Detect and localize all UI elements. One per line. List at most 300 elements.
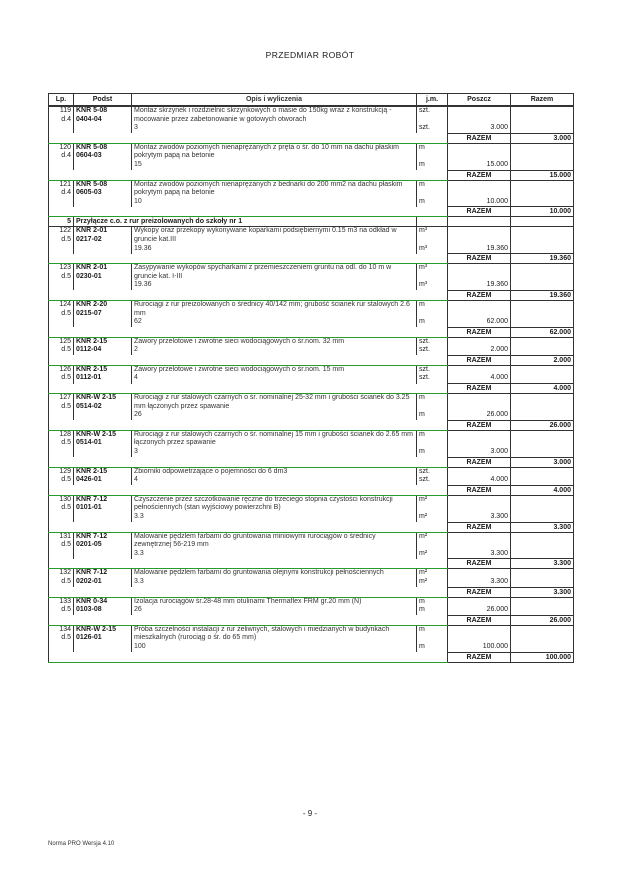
item-basis xyxy=(74,143,132,170)
item-description: Montaż skrzynek i rozdzielnic skrzynkowych o masie do 150kg wraz z konstrukcją - mocowanie przez zabetonowanie w gotowych otworach xyxy=(132,106,417,124)
item-calculation: 19.36 xyxy=(132,245,417,254)
item-basis xyxy=(74,495,132,522)
item-unit: m xyxy=(417,300,448,318)
razem-value: 3.300 xyxy=(511,559,574,569)
basis-catalog: KNR 5-08 xyxy=(76,107,108,114)
item-description: Zasypywanie wykopów spycharkami z przemieszczeniem gruntu na odl. do 10 m w gruncie kat. I-III xyxy=(132,264,417,282)
item-basis xyxy=(74,365,132,383)
item-unit: szt. xyxy=(417,365,448,374)
razem-spacer xyxy=(49,652,448,662)
razem-label: RAZEM xyxy=(448,485,511,495)
razem-spacer xyxy=(49,254,448,264)
table-row xyxy=(49,569,574,578)
item-description: Montaż zwodów poziomych nienaprężanych z bednarki do 200 mm2 na dachu płaskim pokrytym papą na betonie xyxy=(132,180,417,198)
item-lp xyxy=(49,106,74,133)
item-basis xyxy=(74,264,132,291)
basis-table: 0514-02 xyxy=(76,402,102,410)
calculation-unit: szt. xyxy=(417,374,448,383)
calculation-unit: m xyxy=(417,448,448,457)
razem-row xyxy=(49,384,574,394)
item-description: Malowanie pędzlem farbami do gruntowania olejnymi konstrukcji pełnościennych xyxy=(132,569,417,578)
calculation-unit: m² xyxy=(417,550,448,559)
item-calculation: 3.3 xyxy=(132,513,417,522)
item-blank-poszcz xyxy=(448,495,511,513)
item-description: Zawory przelotowe i zwrotne sieci wodociągowych o śr.nom. 32 mm xyxy=(132,337,417,346)
razem-value: 2.000 xyxy=(511,355,574,365)
table-row xyxy=(49,597,574,606)
razem-spacer xyxy=(49,355,448,365)
item-blank-razem xyxy=(511,394,574,412)
razem-spacer xyxy=(49,133,448,143)
item-basis xyxy=(74,106,132,133)
basis-catalog: KNR-W 2-15 xyxy=(76,394,117,402)
item-lp xyxy=(49,365,74,383)
item-unit: m xyxy=(417,394,448,412)
item-basis xyxy=(74,430,132,457)
item-lp xyxy=(49,264,74,291)
item-basis xyxy=(74,300,132,327)
item-basis xyxy=(74,532,132,559)
calculation-blank xyxy=(511,476,574,485)
razem-value: 26.000 xyxy=(511,615,574,625)
calculation-unit: m xyxy=(417,161,448,170)
calculation-blank xyxy=(511,513,574,522)
item-unit: m xyxy=(417,143,448,161)
calculation-blank xyxy=(511,318,574,327)
item-blank-poszcz xyxy=(448,300,511,318)
razem-label: RAZEM xyxy=(448,384,511,394)
item-division: d.5 xyxy=(61,346,71,354)
item-basis xyxy=(74,394,132,421)
razem-label: RAZEM xyxy=(448,290,511,300)
item-blank-razem xyxy=(511,569,574,578)
basis-table: 0426-01 xyxy=(76,476,102,484)
table-row xyxy=(49,143,574,161)
calculation-value: 3.300 xyxy=(448,550,511,559)
basis-table: 0215-07 xyxy=(76,309,102,317)
basis-table: 0404-04 xyxy=(76,115,102,123)
item-number: 126 xyxy=(59,365,71,373)
footer-software-version: Norma PRO Wersja 4.10 xyxy=(48,841,115,847)
basis-catalog: KNR-W 2-15 xyxy=(76,625,117,633)
item-calculation: 3.3 xyxy=(132,578,417,587)
razem-spacer xyxy=(49,420,448,430)
basis-table: 0217-02 xyxy=(76,235,102,243)
item-number: 127 xyxy=(59,394,71,402)
razem-label: RAZEM xyxy=(448,170,511,180)
razem-label: RAZEM xyxy=(448,522,511,532)
item-division: d.5 xyxy=(61,606,71,614)
item-lp xyxy=(49,495,74,522)
table-row xyxy=(49,365,574,374)
razem-value: 3.000 xyxy=(511,133,574,143)
item-description: Próba szczelności instalacji z rur żeliwnych, stalowych i miedzianych w budynkach mieszkalnych (rurociąg o śr. do 65 mm) xyxy=(132,625,417,643)
razem-spacer xyxy=(49,384,448,394)
item-unit: szt. xyxy=(417,467,448,476)
calculation-blank xyxy=(511,606,574,615)
calculation-blank xyxy=(511,448,574,457)
item-blank-razem xyxy=(511,365,574,374)
item-blank-poszcz xyxy=(448,264,511,282)
calculation-unit: m² xyxy=(417,513,448,522)
item-calculation: 3 xyxy=(132,448,417,457)
razem-spacer xyxy=(49,207,448,217)
item-division: d.5 xyxy=(61,634,71,642)
calculation-value: 2.000 xyxy=(448,346,511,355)
basis-table: 0101-01 xyxy=(76,504,102,512)
item-division: d.5 xyxy=(61,541,71,549)
section-row xyxy=(49,217,574,227)
item-lp xyxy=(49,430,74,457)
item-division: d.4 xyxy=(61,189,71,197)
razem-label: RAZEM xyxy=(448,652,511,662)
item-lp xyxy=(49,300,74,327)
item-unit: m² xyxy=(417,569,448,578)
calculation-unit: szt. xyxy=(417,346,448,355)
item-description: Wykopy oraz przekopy wykonywane koparkami podsiębiernymi 0.15 m3 na odkład w gruncie kat.III xyxy=(132,227,417,245)
calculation-unit: szt. xyxy=(417,476,448,485)
razem-row xyxy=(49,327,574,337)
razem-value: 100.000 xyxy=(511,652,574,662)
calculation-value: 15.000 xyxy=(448,161,511,170)
razem-row xyxy=(49,615,574,625)
calculation-value: 3.300 xyxy=(448,578,511,587)
item-lp xyxy=(49,337,74,355)
item-lp xyxy=(49,597,74,615)
razem-label: RAZEM xyxy=(448,327,511,337)
item-division: d.5 xyxy=(61,504,71,512)
table-row xyxy=(49,495,574,513)
calculation-blank xyxy=(511,643,574,652)
item-lp xyxy=(49,467,74,485)
basis-table: 0604-03 xyxy=(76,152,102,160)
item-blank-poszcz xyxy=(448,569,511,578)
basis-catalog: KNR 7-12 xyxy=(76,532,108,540)
item-unit: szt. xyxy=(417,106,448,124)
razem-spacer xyxy=(49,290,448,300)
item-calculation: 26 xyxy=(132,411,417,420)
razem-value: 3.300 xyxy=(511,522,574,532)
item-calculation: 62 xyxy=(132,318,417,327)
item-division: d.5 xyxy=(61,476,71,484)
calculation-unit: m² xyxy=(417,578,448,587)
razem-value: 4.000 xyxy=(511,485,574,495)
razem-label: RAZEM xyxy=(448,207,511,217)
item-unit: m xyxy=(417,597,448,606)
razem-row xyxy=(49,207,574,217)
calculation-value: 3.300 xyxy=(448,513,511,522)
item-calculation: 4 xyxy=(132,374,417,383)
item-blank-poszcz xyxy=(448,180,511,198)
cost-estimate-table xyxy=(48,93,574,663)
item-basis xyxy=(74,569,132,587)
item-number: 131 xyxy=(59,532,71,540)
item-number: 134 xyxy=(59,625,71,633)
calculation-value: 10.000 xyxy=(448,198,511,207)
item-unit: m³ xyxy=(417,227,448,245)
item-unit: m xyxy=(417,180,448,198)
table-header-row xyxy=(49,94,574,107)
basis-table: 0230-01 xyxy=(76,272,102,280)
item-description: Zawory przelotowe i zwrotne sieci wodociągowych o śr.nom. 15 mm xyxy=(132,365,417,374)
item-lp xyxy=(49,143,74,170)
item-blank-poszcz xyxy=(448,532,511,550)
item-division: d.5 xyxy=(61,235,71,243)
item-blank-razem xyxy=(511,227,574,245)
basis-catalog: KNR 2-01 xyxy=(76,227,108,235)
basis-table: 0202-01 xyxy=(76,577,102,585)
item-blank-razem xyxy=(511,337,574,346)
basis-catalog: KNR 5-08 xyxy=(76,180,108,188)
basis-table: 0605-03 xyxy=(76,189,102,197)
header-jm: j.m. xyxy=(417,94,448,107)
calculation-blank xyxy=(511,281,574,290)
basis-table: 0201-05 xyxy=(76,541,102,549)
item-number: 130 xyxy=(59,495,71,503)
header-lp: Lp. xyxy=(49,94,74,107)
item-number: 129 xyxy=(59,467,71,475)
razem-row xyxy=(49,133,574,143)
razem-row xyxy=(49,170,574,180)
basis-table: 0112-04 xyxy=(76,346,102,354)
header-podst: Podst xyxy=(74,94,132,107)
calculation-blank xyxy=(511,245,574,254)
item-lp xyxy=(49,180,74,207)
basis-catalog: KNR 2-15 xyxy=(76,337,108,345)
basis-catalog: KNR 7-12 xyxy=(76,495,108,503)
basis-table: 0514-01 xyxy=(76,439,102,447)
razem-row xyxy=(49,355,574,365)
calculation-blank xyxy=(511,550,574,559)
razem-row xyxy=(49,559,574,569)
razem-value: 19.360 xyxy=(511,290,574,300)
item-blank-razem xyxy=(511,143,574,161)
item-blank-razem xyxy=(511,495,574,513)
item-blank-poszcz xyxy=(448,143,511,161)
basis-catalog: KNR 2-20 xyxy=(76,300,108,308)
item-unit: szt. xyxy=(417,337,448,346)
item-blank-poszcz xyxy=(448,597,511,606)
item-basis xyxy=(74,337,132,355)
calculation-blank xyxy=(511,161,574,170)
item-calculation: 4 xyxy=(132,476,417,485)
calculation-unit: m xyxy=(417,318,448,327)
item-number: 119 xyxy=(59,107,71,114)
razem-row xyxy=(49,485,574,495)
table-row xyxy=(49,467,574,476)
item-lp xyxy=(49,625,74,652)
calculation-value: 26.000 xyxy=(448,411,511,420)
item-number: 120 xyxy=(59,143,71,151)
item-calculation: 26 xyxy=(132,606,417,615)
item-division: d.5 xyxy=(61,577,71,585)
basis-catalog: KNR 2-01 xyxy=(76,264,108,272)
table-row xyxy=(49,106,574,124)
item-blank-razem xyxy=(511,597,574,606)
basis-table: 0112-01 xyxy=(76,374,102,382)
calculation-blank xyxy=(511,124,574,133)
item-calculation: 100 xyxy=(132,643,417,652)
item-unit: m xyxy=(417,430,448,448)
basis-catalog: KNR 0-34 xyxy=(76,597,108,605)
item-number: 123 xyxy=(59,264,71,272)
table-row xyxy=(49,394,574,412)
item-number: 132 xyxy=(59,569,71,577)
table-row xyxy=(49,300,574,318)
calculation-unit: m³ xyxy=(417,245,448,254)
item-description: Montaż zwodów poziomych nienaprężanych z pręta o śr. do 10 mm na dachu płaskim pokrytym papą na betonie xyxy=(132,143,417,161)
razem-row xyxy=(49,290,574,300)
calculation-value: 62.000 xyxy=(448,318,511,327)
razem-row xyxy=(49,420,574,430)
item-basis xyxy=(74,227,132,254)
razem-value: 3.000 xyxy=(511,457,574,467)
basis-catalog: KNR-W 2-15 xyxy=(76,430,117,438)
document-title: PRZEDMIAR ROBÓT xyxy=(265,50,355,60)
item-division: d.4 xyxy=(61,152,71,160)
item-description: Rurociągi z rur preizolowanych o średnicy 40/142 mm; grubość ścianek rur stalowych 2.6 mm xyxy=(132,300,417,318)
razem-row xyxy=(49,652,574,662)
item-blank-poszcz xyxy=(448,227,511,245)
item-blank-poszcz xyxy=(448,394,511,412)
item-number: 124 xyxy=(59,300,71,308)
item-unit: m³ xyxy=(417,264,448,282)
calculation-unit: m xyxy=(417,606,448,615)
razem-label: RAZEM xyxy=(448,559,511,569)
razem-spacer xyxy=(49,485,448,495)
basis-table: 0126-01 xyxy=(76,634,102,642)
calculation-value: 3.000 xyxy=(448,448,511,457)
item-division: d.4 xyxy=(61,115,71,123)
calculation-unit: m xyxy=(417,198,448,207)
razem-value: 26.000 xyxy=(511,420,574,430)
table-row xyxy=(49,180,574,198)
calculation-blank xyxy=(511,198,574,207)
header-opis: Opis i wyliczenia xyxy=(132,94,417,107)
item-basis xyxy=(74,180,132,207)
table-row xyxy=(49,430,574,448)
item-blank-razem xyxy=(511,106,574,124)
header-razem: Razem xyxy=(511,94,574,107)
razem-label: RAZEM xyxy=(448,254,511,264)
calculation-value: 26.000 xyxy=(448,606,511,615)
razem-spacer xyxy=(49,170,448,180)
razem-value: 15.000 xyxy=(511,170,574,180)
item-number: 128 xyxy=(59,430,71,438)
item-calculation: 19.36 xyxy=(132,281,417,290)
basis-catalog: KNR 7-12 xyxy=(76,569,108,577)
item-blank-poszcz xyxy=(448,365,511,374)
page-number: - 9 - xyxy=(302,809,318,818)
item-blank-razem xyxy=(511,264,574,282)
calculation-unit: m³ xyxy=(417,281,448,290)
razem-row xyxy=(49,457,574,467)
item-blank-poszcz xyxy=(448,467,511,476)
section-number: 5 xyxy=(49,217,74,227)
razem-value: 19.360 xyxy=(511,254,574,264)
section-title: Przyłącze c.o. z rur preizolowanych do szkoły nr 1 xyxy=(74,217,417,227)
razem-label: RAZEM xyxy=(448,615,511,625)
calculation-value: 19.360 xyxy=(448,281,511,290)
calculation-value: 4.000 xyxy=(448,374,511,383)
basis-table: 0103-08 xyxy=(76,606,102,614)
razem-spacer xyxy=(49,587,448,597)
item-calculation: 3 xyxy=(132,124,417,133)
item-blank-poszcz xyxy=(448,430,511,448)
item-lp xyxy=(49,227,74,254)
razem-value: 4.000 xyxy=(511,384,574,394)
razem-value: 62.000 xyxy=(511,327,574,337)
item-number: 122 xyxy=(59,227,71,235)
section-jm xyxy=(417,217,448,227)
item-basis xyxy=(74,625,132,652)
calculation-blank xyxy=(511,346,574,355)
razem-label: RAZEM xyxy=(448,587,511,597)
item-unit: m² xyxy=(417,495,448,513)
table-row xyxy=(49,337,574,346)
item-description: Izolacja rurociągów śr.28-48 mm otulinami Thermaflex FRM gr.20 mm (N) xyxy=(132,597,417,606)
razem-label: RAZEM xyxy=(448,133,511,143)
table-row xyxy=(49,264,574,282)
item-division: d.5 xyxy=(61,272,71,280)
table-body xyxy=(49,106,574,662)
item-description: Malowanie pędzlem farbami do gruntowania miniowymi rurociągów o średnicy zewnętrznej 56-219 mm xyxy=(132,532,417,550)
item-number: 121 xyxy=(59,180,71,188)
calculation-value: 4.000 xyxy=(448,476,511,485)
razem-row xyxy=(49,587,574,597)
item-basis xyxy=(74,467,132,485)
razem-value: 3.300 xyxy=(511,587,574,597)
calculation-unit: m xyxy=(417,643,448,652)
calculation-unit: szt. xyxy=(417,124,448,133)
calculation-value: 100.000 xyxy=(448,643,511,652)
razem-spacer xyxy=(49,559,448,569)
header-poszcz: Poszcz xyxy=(448,94,511,107)
item-division: d.5 xyxy=(61,309,71,317)
razem-label: RAZEM xyxy=(448,420,511,430)
item-calculation: 2 xyxy=(132,346,417,355)
razem-spacer xyxy=(49,457,448,467)
item-calculation: 10 xyxy=(132,198,417,207)
calculation-value: 19.360 xyxy=(448,245,511,254)
basis-catalog: KNR 2-15 xyxy=(76,467,108,475)
razem-label: RAZEM xyxy=(448,355,511,365)
calculation-blank xyxy=(511,374,574,383)
item-number: 133 xyxy=(59,597,71,605)
razem-value: 10.000 xyxy=(511,207,574,217)
razem-row xyxy=(49,522,574,532)
item-description: Czyszczenie przez szczotkowanie ręczne do trzeciego stopnia czystości konstrukcji pełnościennych (stan wyjściowy powierzchni B) xyxy=(132,495,417,513)
basis-catalog: KNR 5-08 xyxy=(76,143,108,151)
calculation-value: 3.000 xyxy=(448,124,511,133)
razem-row xyxy=(49,254,574,264)
item-lp xyxy=(49,394,74,421)
table-row xyxy=(49,625,574,643)
razem-label: RAZEM xyxy=(448,457,511,467)
item-blank-razem xyxy=(511,625,574,643)
item-blank-poszcz xyxy=(448,625,511,643)
item-blank-razem xyxy=(511,430,574,448)
section-razem xyxy=(511,217,574,227)
item-blank-razem xyxy=(511,300,574,318)
item-division: d.5 xyxy=(61,402,71,410)
item-description: Rurociągi z rur stalowych czarnych o śr. nominalnej 25-32 mm i grubości ścianek do 3.25 mm łączonych przez spawanie xyxy=(132,394,417,412)
razem-spacer xyxy=(49,522,448,532)
calculation-unit: m xyxy=(417,411,448,420)
item-division: d.5 xyxy=(61,439,71,447)
item-blank-poszcz xyxy=(448,337,511,346)
calculation-blank xyxy=(511,578,574,587)
